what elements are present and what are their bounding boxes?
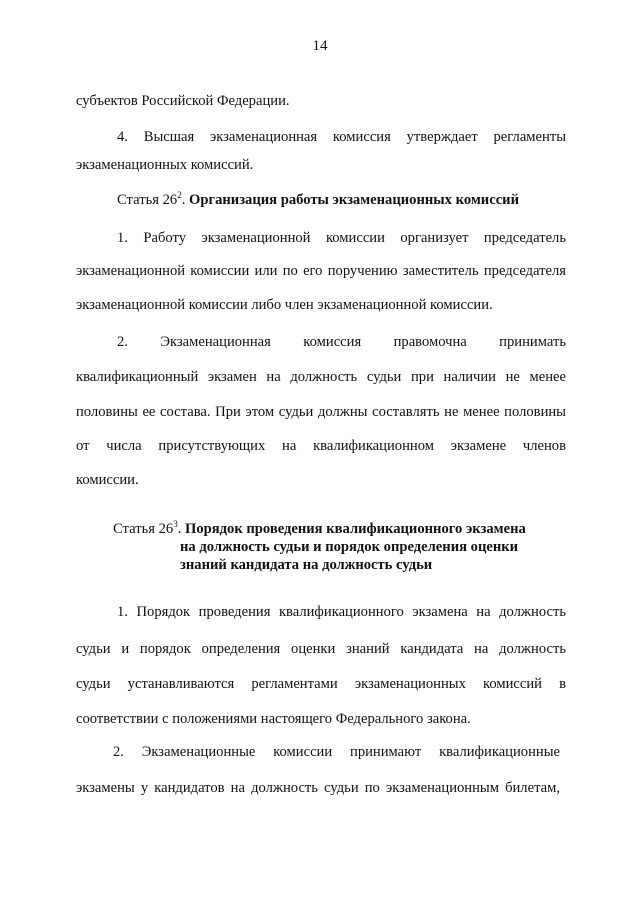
- text-line: квалификационный экзамен на должность судьи при наличии не менее: [76, 369, 566, 385]
- text-line: 2. Экзаменационная комиссия правомочна принимать: [117, 334, 566, 350]
- article-title-continuation: [180, 556, 432, 574]
- text-line: экзаменационной комиссии или по его поручению заместитель председателя: [76, 263, 566, 279]
- article-title: Порядок проведения квалификационного экзамена: [184, 521, 526, 537]
- text-line: 1. Работу экзаменационной комиссии организует председатель: [117, 230, 566, 246]
- article-superscript: 3: [173, 519, 178, 530]
- text-line: судьи и порядок определения оценки знаний кандидата на должность: [76, 641, 566, 657]
- article-title: Организация работы экзаменационных комиссий: [188, 192, 519, 208]
- text-line: субъектов Российской Федерации.: [76, 93, 290, 109]
- article-title-continuation: [180, 538, 518, 556]
- article-number: Статья 26: [117, 192, 178, 208]
- text-line: экзаменационной комиссии либо член экзаменационной комиссии.: [76, 297, 493, 313]
- article-superscript: 2: [177, 190, 182, 201]
- text-line: судьи устанавливаются регламентами экзаменационных комиссий в: [76, 676, 566, 692]
- text-line: соответствии с положениями настоящего Федерального закона.: [76, 711, 471, 727]
- text-line: комиссии.: [76, 472, 139, 488]
- text-line: 4. Высшая экзаменационная комиссия утверждает регламенты: [117, 129, 566, 145]
- text-line: от числа присутствующих на квалификационном экзамене членов: [76, 438, 566, 454]
- article-heading: [117, 191, 519, 209]
- text-line: 2. Экзаменационные комиссии принимают квалификационные: [113, 744, 560, 760]
- text-line: экзамены у кандидатов на должность судьи по экзаменационным билетам,: [76, 780, 560, 796]
- article-dot: .: [181, 192, 189, 208]
- page-number: 14: [312, 38, 328, 54]
- text-line: половины ее состава. При этом судьи должны составлять не менее половины: [76, 404, 566, 420]
- article-dot: .: [177, 521, 185, 537]
- article-title-line: знаний кандидата на должность судьи: [180, 557, 433, 573]
- text-line: 1. Порядок проведения квалификационного экзамена на должность: [117, 604, 566, 620]
- article-title-line: на должность судьи и порядок определения оценки: [180, 539, 519, 555]
- text-line: экзаменационных комиссий.: [76, 157, 254, 173]
- article-number: Статья 26: [113, 521, 174, 537]
- article-heading: [113, 520, 526, 538]
